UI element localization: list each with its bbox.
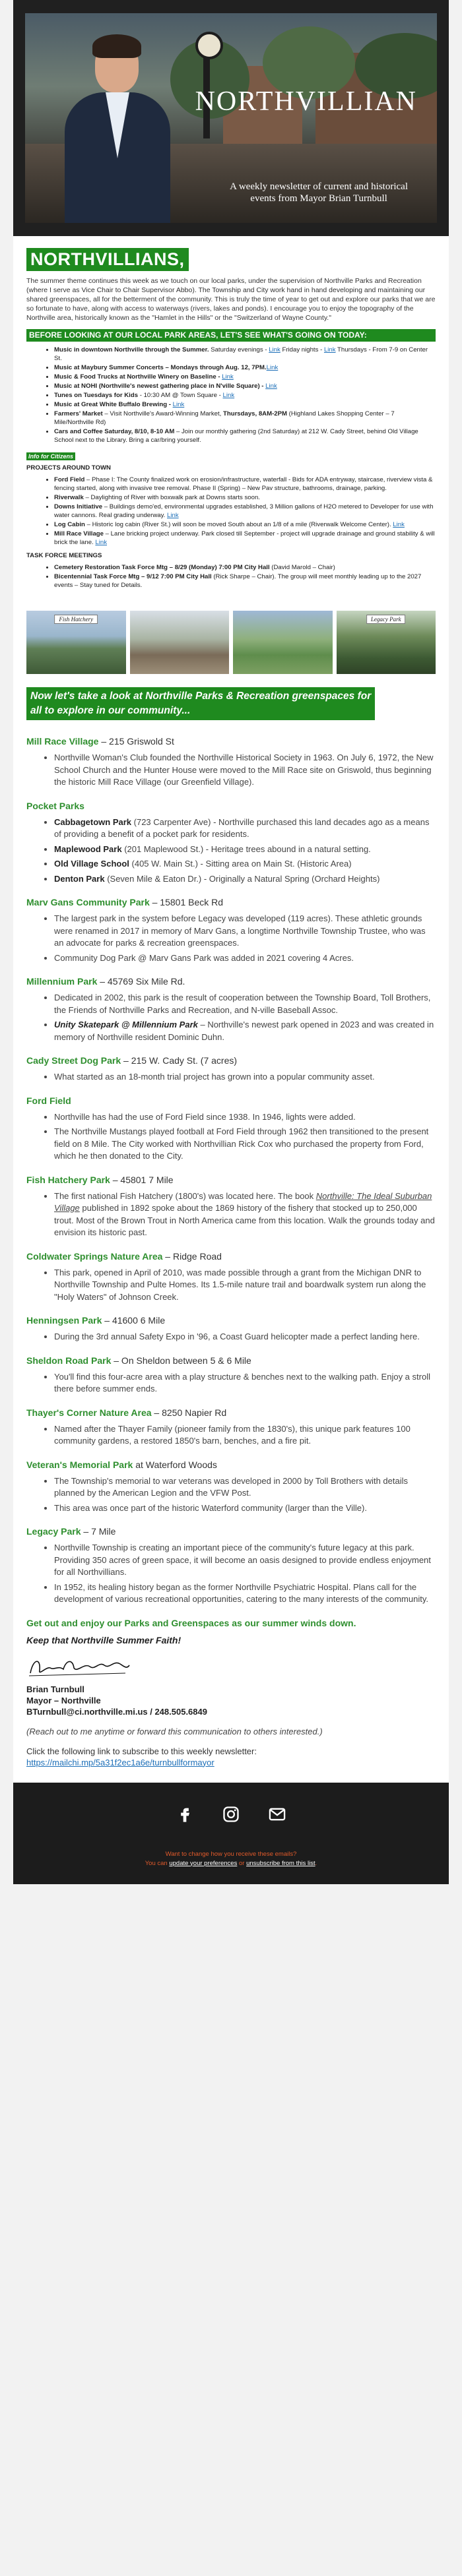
projects-heading: PROJECTS AROUND TOWN — [26, 464, 111, 472]
projects-list — [26, 475, 436, 547]
item-text: - 10:30 AM @ Town Square - — [138, 392, 223, 399]
park-address: – 41600 6 Mile — [102, 1315, 166, 1326]
subscribe-link[interactable]: https://mailchi.mp/5a31f2ec1a6e/turnbullformayor — [26, 1757, 214, 1767]
park-name: Pocket Parks — [26, 800, 84, 811]
item-title: Cabbagetown Park — [54, 816, 132, 827]
park-details — [26, 1423, 436, 1448]
park-details — [26, 1475, 436, 1515]
park-heading — [26, 801, 436, 811]
parks-banner-text: Now let's take a look at Northville Parks & Recreation greenspaces for all to explore in our community... — [26, 687, 375, 720]
park-details — [26, 1542, 436, 1606]
park-details — [26, 1190, 436, 1239]
list-item — [54, 520, 436, 529]
park-details — [26, 1267, 436, 1304]
list-item: • The Township's memorial to war veterans was developed in 2000 by Toll Brothers with details planned by the American Legion and the VFW Post. — [54, 1475, 436, 1500]
social-links — [13, 1805, 449, 1824]
item-text: – Phase I: The County finalized work on erosion/infrastructure, waterfall - Bids for ADA entryway, staircase, riverview vista & fencing started, along with invasive tree removal. Phase II (Spring) – New Pav structure, bathrooms, drainage, parking. — [54, 476, 433, 492]
park-photo-strip — [13, 601, 449, 681]
park-address: – 7 Mile — [81, 1526, 116, 1537]
item-title: Mill Race Village — [54, 530, 104, 537]
list-item — [54, 1019, 436, 1043]
item-title: Log Cabin — [54, 521, 85, 528]
park-details — [26, 1071, 436, 1084]
park-name: Sheldon Road Park — [26, 1355, 112, 1366]
item-title: Ford Field — [54, 476, 85, 483]
park-heading — [26, 1175, 436, 1185]
list-item — [54, 858, 436, 871]
park-address: – Ridge Road — [162, 1250, 222, 1262]
park-heading — [26, 1055, 436, 1066]
park-heading — [26, 897, 436, 907]
item-emphasis: Thursdays, 8AM-2PM — [222, 410, 288, 417]
list-item — [54, 400, 436, 409]
events-list — [26, 346, 436, 445]
list-item — [54, 391, 436, 400]
item-title: Riverwalk — [54, 494, 84, 501]
list-item — [54, 563, 436, 572]
park-heading — [26, 1315, 436, 1326]
newsletter-title: NORTHVILLIAN — [195, 86, 417, 117]
item-title: Cemetery Restoration Task Force Mtg – 8/29 (Monday) 7:00 PM City Hall — [54, 564, 270, 571]
list-item: • What started as an 18-month trial project has grown into a popular community asset. — [54, 1071, 436, 1084]
list-item: • The largest park in the system before Legacy was developed (119 acres). These athletic grounds were renamed in 2017 in memory of Marv Gans, a longtime Northville Township Trustee, who was an advocate for parks & recreation greenspaces. — [54, 913, 436, 950]
item-text: (Seven Mile & Eaton Dr.) - Originally a Natural Spring (Orchard Heights) — [104, 873, 380, 884]
list-item — [54, 572, 436, 590]
park-name: Veteran's Memorial Park — [26, 1459, 133, 1470]
project-link[interactable]: Link — [393, 521, 405, 528]
park-name: Marv Gans Community Park — [26, 897, 150, 907]
list-item — [54, 427, 436, 445]
instagram-icon[interactable] — [222, 1805, 240, 1824]
event-link[interactable]: Link — [269, 346, 280, 353]
list-item — [54, 475, 436, 493]
park-heading — [26, 1355, 436, 1366]
park-name: Cady Street Dog Park — [26, 1055, 121, 1066]
park-heading — [26, 736, 436, 747]
item-title: Tunes on Tuesdays for Kids — [54, 392, 139, 399]
item-title: Farmers' Market — [54, 410, 103, 417]
event-link[interactable]: Link — [172, 401, 185, 408]
item-text: published in 1892 spoke about the 1869 history of the fishery that stocked up to 250,000 trout. Most of the Brown Trout in North America came from this location. Walk the grounds today and envision its historic past. — [54, 1203, 435, 1237]
item-text: (David Marold – Chair) — [269, 564, 335, 571]
list-item: • The Northville Mustangs played football at Ford Field through 1962 then transitioned to the present field on 8 Mile. The City worked with Northvillian Rick Cox who purchased the property from Ford, which he then donated to the City. — [54, 1126, 436, 1163]
item-title: Denton Park — [54, 873, 105, 884]
park-address: – 215 Griswold St — [98, 736, 174, 747]
greeting-heading: NORTHVILLIANS, — [26, 248, 189, 271]
event-link[interactable]: Link — [222, 392, 235, 399]
park-heading — [26, 976, 436, 987]
park-name: Thayer's Corner Nature Area — [26, 1407, 152, 1418]
photo-label: Fish Hatchery — [54, 615, 98, 624]
signature-block — [26, 1684, 436, 1717]
email-icon[interactable] — [268, 1805, 286, 1824]
newsletter-email — [13, 0, 449, 1884]
footer-preferences-question: Want to change how you receive these emails? — [165, 1850, 297, 1858]
list-item: • You'll find this four-acre area with a play structure & benches next to the walking path. Enjoy a stroll there before summer ends. — [54, 1371, 436, 1395]
item-text: (Highland Lakes Shopping Center – 7 Mile/Northville Rd) — [54, 410, 395, 426]
item-text: Saturday evenings - — [209, 346, 269, 353]
list-item — [54, 493, 436, 502]
item-title: Old Village School — [54, 859, 129, 869]
item-title: Maplewood Park — [54, 843, 122, 854]
list-item: • Named after the Thayer Family (pioneer family from the 1830's), this unique park features 100 community gardens, a restored 1850's barn, benches, and a fire pit. — [54, 1423, 436, 1448]
item-title: Unity Skatepark @ Millennium Park — [54, 1020, 198, 1029]
subscribe-text: Click the following link to subscribe to this weekly newsletter: — [26, 1746, 257, 1756]
list-item: • In 1952, its healing history began as the former Northville Psychiatric Hospital. Plans call for the development of various recreational opportunities, catering to the many interests of the community. — [54, 1581, 436, 1606]
project-link[interactable]: Link — [95, 539, 108, 546]
item-text: – Visit Northville's Award-Winning Market, — [102, 410, 223, 417]
item-title: Bicentennial Task Force Mtg – 9/12 7:00 PM City Hall — [54, 573, 212, 580]
historic-building-photo — [130, 611, 230, 674]
event-link[interactable]: Link — [222, 373, 234, 381]
list-item: • Northville Woman's Club founded the Northville Historical Society in 1963. On July 6, 1972, the New School Church and the Hunter House were moved to the Mill Race site on Griswold, thus beginning the historic Mill Race Village (our Greenfield Village). — [54, 752, 436, 789]
item-text: – Join our monthly gathering (2nd Saturday) at 212 W. Cady Street, behind Old Village School next to the Library. Bring a car/bring yourself. — [54, 428, 418, 444]
item-text: – Lane bricking project underway. Park closed till September - project will upgrade drainage and ground stability & will brick the lane. — [54, 530, 435, 546]
park-address: – On Sheldon between 5 & 6 Mile — [111, 1355, 251, 1366]
closing-call-to-action: Get out and enjoy our Parks and Greenspaces as our summer winds down. — [26, 1617, 356, 1628]
update-preferences-link[interactable]: update your preferences — [169, 1859, 238, 1867]
intro-paragraph: The summer theme continues this week as we touch on our local parks, under the supervision of Northville Parks and Recreation (where I serve as Vice Chair to Chair Supervisor Abbo). The Township and City work hand in hand developing and maintaining our shared greenspaces, all for the betterment of the community. This is truly the time of year to get out and explore our parks that we are so fortunate to have, along with access to waterways (rivers, lakes and ponds). I encourage you to enjoy the topography of the Northville area, historically known as the "Hamlet in the Hills" or the "Switzerland of Wayne County." — [26, 277, 436, 322]
mayor-photo — [65, 26, 170, 223]
item-text: – Daylighting of River with boxwalk park at Downs starts soon. — [83, 494, 260, 501]
park-heading — [26, 1407, 436, 1418]
list-item — [54, 373, 436, 381]
item-text: (723 Carpenter Ave) - Northville purchased this land decades ago as a means of providing a benefit of a pocket park for residents. — [54, 816, 430, 839]
fish-hatchery-photo — [26, 611, 126, 674]
signature-image — [26, 1653, 132, 1681]
event-link[interactable]: Link — [266, 364, 279, 371]
park-details — [26, 1331, 436, 1343]
list-item — [54, 530, 436, 547]
photo-label: Legacy Park — [366, 615, 406, 624]
item-title: Music in downtown Northville through the Summer. — [54, 346, 209, 353]
park-name: Henningsen Park — [26, 1315, 102, 1326]
whats-going-on-heading: BEFORE LOOKING AT OUR LOCAL PARK AREAS, LET'S SEE WHAT'S GOING ON TODAY: — [26, 329, 436, 342]
park-address: – 45801 7 Mile — [110, 1174, 174, 1185]
park-name: Mill Race Village — [26, 736, 99, 747]
unsubscribe-link[interactable]: unsubscribe from this list — [246, 1859, 315, 1867]
info-for-citizens-tag: Info for Citizens — [26, 452, 75, 460]
item-title: Music at NOHI (Northville's newest gathering place in N'ville Square) - — [54, 383, 266, 390]
park-details — [26, 1371, 436, 1395]
parks-list — [13, 736, 449, 1606]
item-title: Downs Initiative — [54, 503, 103, 510]
park-heading — [26, 1251, 436, 1262]
list-item: • During the 3rd annual Safety Expo in '96, a Coast Guard helicopter made a perfect landing here. — [54, 1331, 436, 1343]
park-name: Coldwater Springs Nature Area — [26, 1250, 163, 1262]
closing-tagline: Keep that Northville Summer Faith! — [26, 1634, 182, 1645]
list-item: • Community Dog Park @ Marv Gans Park was added in 2021 covering 4 Acres. — [54, 952, 436, 965]
task-force-list — [26, 563, 436, 590]
park-name: Ford Field — [26, 1095, 71, 1106]
list-item — [54, 816, 436, 841]
item-text: Friday nights - — [280, 346, 324, 353]
park-address: – 15801 Beck Rd — [149, 897, 224, 907]
park-address: – 8250 Napier Rd — [151, 1407, 227, 1418]
reach-out-note: (Reach out to me anytime or forward this communication to others interested.) — [26, 1726, 323, 1736]
event-link[interactable]: Link — [323, 346, 336, 353]
park-pavilion-photo — [233, 611, 333, 674]
facebook-icon[interactable] — [176, 1805, 194, 1824]
list-item — [54, 363, 436, 372]
list-item: • This park, opened in April of 2010, was made possible through a grant from the Michigan DNR to Northville Township and Pulte Homes. Its 1.5-mile nature trail and boardwalk system run along the "Holy Waters" of Johnson Creek. — [54, 1267, 436, 1304]
newsletter-subtitle: A weekly newsletter of current and historical events from Mayor Brian Turnbull — [230, 181, 408, 204]
park-name: Millennium Park — [26, 976, 98, 987]
signer-contact[interactable]: BTurnbull@ci.northville.mi.us / 248.505.6849 — [26, 1706, 207, 1717]
book-title: Northville: The Ideal Suburban Village — [54, 1190, 432, 1213]
park-details — [26, 992, 436, 1043]
item-title: Music at Maybury Summer Concerts – Mondays through Aug. 12, 7PM. — [54, 364, 267, 371]
item-text: (201 Maplewood St.) - Heritage trees abound in a natural setting. — [121, 843, 371, 854]
item-text: (405 W. Main St.) - Sitting area on Main St. (Historic Area) — [129, 859, 352, 869]
list-item — [54, 382, 436, 390]
task-force-heading: TASK FORCE MEETINGS — [26, 552, 102, 559]
list-item — [54, 1190, 436, 1239]
park-address: – 215 W. Cady St. (7 acres) — [121, 1055, 238, 1066]
signer-title: Mayor – Northville — [26, 1695, 101, 1705]
park-details — [26, 913, 436, 964]
park-name: Legacy Park — [26, 1526, 81, 1537]
item-text: (Rick Sharpe – Chair). The group will meet monthly leading up to the 2027 events – Stay tuned for Details. — [54, 573, 422, 589]
list-item: • Northville Township is creating an important piece of the community's future legacy at this park. Providing 350 acres of green space, it will become an oasis designed to provide endless enjoyment for all Northvillians. — [54, 1542, 436, 1579]
list-item — [54, 992, 436, 1016]
footer — [13, 1783, 449, 1884]
list-item: • This area was once part of the historic Waterford community (larger than the Ville). — [54, 1502, 436, 1515]
park-details — [26, 752, 436, 789]
park-name: Fish Hatchery Park — [26, 1174, 110, 1185]
event-link[interactable]: Link — [265, 383, 277, 390]
park-details — [26, 816, 436, 886]
park-address: at Waterford Woods — [133, 1459, 217, 1470]
list-item: • Northville has had the use of Ford Field since 1938. In 1946, lights were added. — [54, 1111, 436, 1124]
item-title: Cars and Coffee Saturday, 8/10, 8-10 AM — [54, 428, 175, 435]
item-text: – Buildings demo'ed, environmental upgrades established, 3 Million gallons of H2O metered to Developer for use with water cannons. Real grading underway. — [54, 503, 434, 519]
park-heading — [26, 1526, 436, 1537]
list-item — [54, 410, 436, 427]
park-heading — [26, 1459, 436, 1470]
list-item — [54, 503, 436, 520]
item-title: Music & Food Trucks at Northville Winery on Baseline - — [54, 373, 222, 381]
parks-banner — [13, 681, 449, 724]
closing-section — [13, 1618, 449, 1768]
item-text: – Historic log cabin (River St.) will soon be moved South about an 1/8 of a mile (Riverwalk Welcome Center). — [84, 521, 393, 528]
signer-name: Brian Turnbull — [26, 1684, 84, 1694]
park-heading — [26, 1095, 436, 1106]
subscribe-section — [26, 1746, 436, 1768]
park-details — [26, 1111, 436, 1163]
item-text: – Northville's newest park opened in 2023 and was created in memory of Northville resident Dominic Duhn. — [54, 1020, 434, 1042]
header-band — [13, 0, 449, 236]
item-text: Thursdays - From 7-9 on Center St. — [54, 346, 428, 362]
list-item — [54, 843, 436, 856]
item-title: Music at Great White Buffalo Brewing - — [54, 401, 173, 408]
hero-image — [25, 13, 437, 223]
item-text: Dedicated in 2002, this park is the result of cooperation between the Township Board, Toll Brothers, the Friends of Northville Parks and Recreation, and N-ville Baseball Assoc. — [54, 993, 431, 1015]
park-address: – 45769 Six Mile Rd. — [97, 976, 185, 987]
legacy-park-photo — [337, 611, 436, 674]
project-link[interactable]: Link — [167, 512, 179, 519]
list-item — [54, 873, 436, 886]
list-item — [54, 346, 436, 363]
item-text: The first national Fish Hatchery (1800's) was located here. The book — [54, 1190, 316, 1201]
intro-section — [13, 236, 449, 601]
footer-preferences-links: You can update your preferences or unsubscribe from this list. — [145, 1859, 317, 1867]
